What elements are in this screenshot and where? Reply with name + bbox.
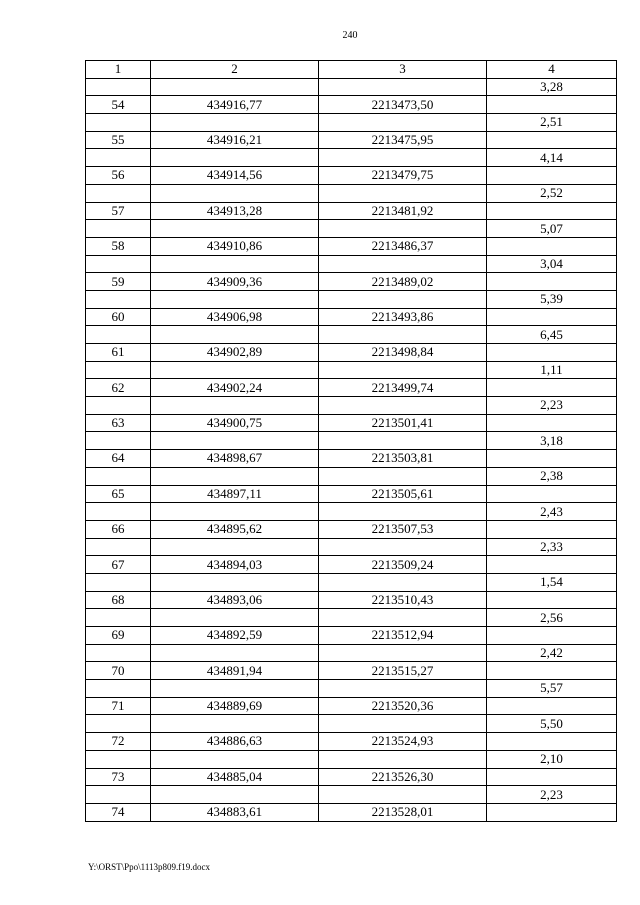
y-coordinate-cell: 2213510,43 <box>319 591 487 609</box>
table-header-row <box>86 61 617 79</box>
point-number-cell: 69 <box>86 627 151 645</box>
y-coordinate-cell: 2213493,86 <box>319 308 487 326</box>
table-row <box>86 167 617 185</box>
x-coordinate-cell: 434898,67 <box>151 450 319 468</box>
x-coordinate-cell: 434909,36 <box>151 273 319 291</box>
empty-cell <box>487 414 617 432</box>
column-header-3: 3 <box>319 61 487 79</box>
y-coordinate-cell: 2213498,84 <box>319 344 487 362</box>
empty-cell <box>487 237 617 255</box>
coordinates-table <box>85 60 617 822</box>
x-coordinate-cell: 434892,59 <box>151 627 319 645</box>
distance-row <box>86 503 617 521</box>
point-number-cell: 67 <box>86 556 151 574</box>
table-row <box>86 344 617 362</box>
table-row <box>86 379 617 397</box>
empty-cell <box>487 627 617 645</box>
distance-row <box>86 573 617 591</box>
table-row <box>86 733 617 751</box>
point-number-cell: 62 <box>86 379 151 397</box>
table-row <box>86 627 617 645</box>
x-coordinate-cell: 434894,03 <box>151 556 319 574</box>
point-number-cell: 64 <box>86 450 151 468</box>
point-number-cell: 54 <box>86 96 151 114</box>
x-coordinate-cell: 434913,28 <box>151 202 319 220</box>
empty-cell <box>487 167 617 185</box>
table-row <box>86 131 617 149</box>
y-coordinate-cell: 2213512,94 <box>319 627 487 645</box>
point-number-cell: 66 <box>86 520 151 538</box>
table-row <box>86 697 617 715</box>
empty-cell <box>487 556 617 574</box>
distance-cell: 2,43 <box>487 503 617 521</box>
distance-row <box>86 149 617 167</box>
point-number-cell: 59 <box>86 273 151 291</box>
x-coordinate-cell: 434900,75 <box>151 414 319 432</box>
column-header-4: 4 <box>487 61 617 79</box>
x-coordinate-cell: 434916,21 <box>151 131 319 149</box>
table-row <box>86 768 617 786</box>
table-row <box>86 485 617 503</box>
empty-cell <box>487 344 617 362</box>
table-row <box>86 520 617 538</box>
empty-cell <box>487 803 617 821</box>
distance-cell: 2,23 <box>487 397 617 415</box>
x-coordinate-cell: 434893,06 <box>151 591 319 609</box>
distance-row <box>86 326 617 344</box>
point-number-cell: 55 <box>86 131 151 149</box>
distance-row <box>86 397 617 415</box>
x-coordinate-cell: 434885,04 <box>151 768 319 786</box>
y-coordinate-cell: 2213479,75 <box>319 167 487 185</box>
distance-cell: 2,33 <box>487 538 617 556</box>
distance-cell: 3,18 <box>487 432 617 450</box>
x-coordinate-cell: 434886,63 <box>151 733 319 751</box>
point-number-cell: 72 <box>86 733 151 751</box>
y-coordinate-cell: 2213499,74 <box>319 379 487 397</box>
distance-row <box>86 538 617 556</box>
column-header-1: 1 <box>86 61 151 79</box>
distance-cell: 6,45 <box>487 326 617 344</box>
y-coordinate-cell: 2213481,92 <box>319 202 487 220</box>
point-number-cell: 74 <box>86 803 151 821</box>
table-body <box>86 78 617 821</box>
table-row <box>86 237 617 255</box>
point-number-cell: 65 <box>86 485 151 503</box>
column-header-2: 2 <box>151 61 319 79</box>
distance-cell: 1,11 <box>487 361 617 379</box>
table-row <box>86 308 617 326</box>
distance-cell: 2,51 <box>487 114 617 132</box>
distance-cell: 2,23 <box>487 786 617 804</box>
distance-cell: 2,10 <box>487 750 617 768</box>
distance-cell: 2,38 <box>487 467 617 485</box>
table-row <box>86 662 617 680</box>
point-number-cell: 73 <box>86 768 151 786</box>
distance-cell: 1,54 <box>487 573 617 591</box>
distance-cell: 2,52 <box>487 184 617 202</box>
empty-cell <box>487 662 617 680</box>
distance-row <box>86 361 617 379</box>
y-coordinate-cell: 2213528,01 <box>319 803 487 821</box>
table-row <box>86 450 617 468</box>
table-row <box>86 202 617 220</box>
x-coordinate-cell: 434891,94 <box>151 662 319 680</box>
distance-row <box>86 715 617 733</box>
distance-cell: 4,14 <box>487 149 617 167</box>
y-coordinate-cell: 2213505,61 <box>319 485 487 503</box>
footer-file-path: Y:\ORST\Ppo\1113p809.f19.docx <box>88 862 211 872</box>
distance-cell: 5,57 <box>487 680 617 698</box>
y-coordinate-cell: 2213501,41 <box>319 414 487 432</box>
y-coordinate-cell: 2213520,36 <box>319 697 487 715</box>
empty-cell <box>487 308 617 326</box>
empty-cell <box>487 96 617 114</box>
y-coordinate-cell: 2213489,02 <box>319 273 487 291</box>
empty-cell <box>487 450 617 468</box>
table-row <box>86 556 617 574</box>
table-row <box>86 96 617 114</box>
distance-row <box>86 609 617 627</box>
x-coordinate-cell: 434895,62 <box>151 520 319 538</box>
y-coordinate-cell: 2213503,81 <box>319 450 487 468</box>
x-coordinate-cell: 434914,56 <box>151 167 319 185</box>
distance-cell: 2,56 <box>487 609 617 627</box>
point-number-cell: 58 <box>86 237 151 255</box>
empty-cell <box>487 202 617 220</box>
point-number-cell: 61 <box>86 344 151 362</box>
point-number-cell: 68 <box>86 591 151 609</box>
empty-cell <box>487 485 617 503</box>
point-number-cell: 56 <box>86 167 151 185</box>
x-coordinate-cell: 434889,69 <box>151 697 319 715</box>
empty-cell <box>487 520 617 538</box>
distance-row <box>86 750 617 768</box>
distance-row <box>86 786 617 804</box>
distance-row <box>86 114 617 132</box>
x-coordinate-cell: 434906,98 <box>151 308 319 326</box>
y-coordinate-cell: 2213515,27 <box>319 662 487 680</box>
distance-cell: 5,39 <box>487 290 617 308</box>
table-row <box>86 273 617 291</box>
table-row <box>86 414 617 432</box>
distance-row <box>86 644 617 662</box>
empty-cell <box>487 591 617 609</box>
y-coordinate-cell: 2213524,93 <box>319 733 487 751</box>
distance-row <box>86 680 617 698</box>
point-number-cell: 60 <box>86 308 151 326</box>
table-row <box>86 803 617 821</box>
y-coordinate-cell: 2213486,37 <box>319 237 487 255</box>
empty-cell <box>487 697 617 715</box>
empty-cell <box>487 733 617 751</box>
point-number-cell: 70 <box>86 662 151 680</box>
distance-row <box>86 184 617 202</box>
table-row <box>86 591 617 609</box>
distance-row <box>86 432 617 450</box>
distance-row <box>86 467 617 485</box>
distance-row <box>86 255 617 273</box>
point-number-cell: 63 <box>86 414 151 432</box>
empty-cell <box>487 131 617 149</box>
x-coordinate-cell: 434902,89 <box>151 344 319 362</box>
x-coordinate-cell: 434902,24 <box>151 379 319 397</box>
page-number: 240 <box>342 30 358 41</box>
empty-cell <box>487 273 617 291</box>
x-coordinate-cell: 434897,11 <box>151 485 319 503</box>
x-coordinate-cell: 434916,77 <box>151 96 319 114</box>
y-coordinate-cell: 2213475,95 <box>319 131 487 149</box>
empty-cell <box>487 768 617 786</box>
y-coordinate-cell: 2213507,53 <box>319 520 487 538</box>
distance-cell: 3,04 <box>487 255 617 273</box>
distance-row <box>86 290 617 308</box>
distance-cell: 2,42 <box>487 644 617 662</box>
y-coordinate-cell: 2213509,24 <box>319 556 487 574</box>
distance-row <box>86 220 617 238</box>
y-coordinate-cell: 2213473,50 <box>319 96 487 114</box>
distance-cell: 5,07 <box>487 220 617 238</box>
point-number-cell: 57 <box>86 202 151 220</box>
distance-cell: 3,28 <box>487 78 617 96</box>
distance-row <box>86 78 617 96</box>
y-coordinate-cell: 2213526,30 <box>319 768 487 786</box>
x-coordinate-cell: 434910,86 <box>151 237 319 255</box>
empty-cell <box>487 379 617 397</box>
x-coordinate-cell: 434883,61 <box>151 803 319 821</box>
point-number-cell: 71 <box>86 697 151 715</box>
distance-cell: 5,50 <box>487 715 617 733</box>
